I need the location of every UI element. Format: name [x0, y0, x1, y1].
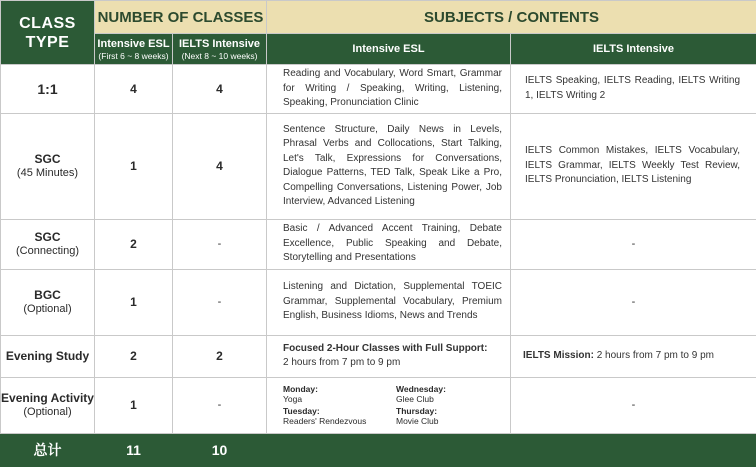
activity-name: Glee Club	[396, 394, 434, 404]
ielts-count-cell: 2	[173, 335, 267, 377]
esl-content-cell	[267, 377, 511, 433]
class-type-header: CLASS TYPE	[1, 1, 95, 65]
activity-item	[283, 384, 396, 404]
number-of-classes-header: NUMBER OF CLASSES	[95, 1, 267, 34]
class-type-label: BGC	[34, 288, 61, 302]
esl-count-cell: 1	[95, 377, 173, 433]
total-spacer	[267, 433, 511, 466]
table-row	[1, 335, 756, 377]
esl-count-cell: 4	[95, 65, 173, 114]
activity-day: Tuesday:	[283, 406, 320, 416]
activity-name: Yoga	[283, 394, 303, 404]
ielts-content-cell: -	[511, 269, 756, 335]
class-type-cell: 1:1	[1, 65, 95, 114]
ielts-count-cell: -	[173, 219, 267, 269]
class-type-cell	[1, 269, 95, 335]
class-type-cell	[1, 219, 95, 269]
ielts-content-cell: IELTS Common Mistakes, IELTS Vocabulary, IELTS Grammar, IELTS Weekly Test Review, IELTS Pronunciation, IELTS Listening	[511, 113, 756, 219]
ielts-intensive-content-header: IELTS Intensive	[511, 34, 756, 65]
activity-day: Wednesday:	[396, 384, 446, 394]
intensive-esl-note: (First 6 ~ 8 weeks)	[98, 50, 169, 61]
class-type-label: SGC	[34, 230, 61, 244]
ielts-content-cell: -	[511, 377, 756, 433]
class-type-label: SGC	[34, 152, 61, 166]
activity-day: Monday:	[283, 384, 318, 394]
esl-content-cell: Listening and Dictation, Supplemental TOEIC Grammar, Supplemental Vocabulary, Premium English, Business Idioms, News and Trends	[267, 269, 511, 335]
ielts-total: 10	[173, 433, 267, 466]
class-type-sub: (Connecting)	[16, 245, 79, 257]
ielts-content-bold: IELTS Mission:	[523, 349, 594, 361]
ielts-count-cell: 4	[173, 65, 267, 114]
ielts-content-cell	[511, 335, 756, 377]
class-type-sub: (Optional)	[23, 406, 72, 418]
esl-content-text: 2 hours from 7 pm to 9 pm	[283, 357, 401, 368]
class-type-cell	[1, 377, 95, 433]
activity-item	[283, 406, 396, 426]
table-row	[1, 65, 756, 114]
esl-count-cell: 2	[95, 219, 173, 269]
activity-item	[396, 384, 496, 404]
ielts-count-cell: -	[173, 377, 267, 433]
total-row	[1, 433, 756, 466]
esl-content-cell: Sentence Structure, Daily News in Levels, Phrasal Verbs and Collocations, Start Talking, Let's Talk, Expressions for Conversations, Dialogue Patterns, TED Talk, Speak Like a Pro, Compelling Conversations, Listening Power, Job Interview, Advanced Listening	[267, 113, 511, 219]
table-row	[1, 377, 756, 433]
total-label: 总计	[1, 433, 95, 466]
ielts-intensive-count-header	[173, 34, 267, 65]
class-type-cell: Evening Study	[1, 335, 95, 377]
activity-grid	[267, 382, 510, 428]
intensive-esl-label: Intensive ESL	[97, 37, 170, 50]
esl-content-cell	[267, 335, 511, 377]
table-row	[1, 219, 756, 269]
subjects-contents-header: SUBJECTS / CONTENTS	[267, 1, 756, 34]
esl-total: 11	[95, 433, 173, 466]
activity-name: Movie Club	[396, 416, 439, 426]
intensive-esl-count-header	[95, 34, 173, 65]
esl-content-bold: Focused 2-Hour Classes with Full Support:	[283, 342, 488, 354]
table-row	[1, 269, 756, 335]
class-type-label: Evening Activity	[1, 391, 94, 405]
esl-count-cell: 2	[95, 335, 173, 377]
ielts-count-cell: -	[173, 269, 267, 335]
activity-name: Readers' Rendezvous	[283, 416, 367, 426]
class-type-cell	[1, 113, 95, 219]
total-spacer	[511, 433, 756, 466]
class-type-sub: (Optional)	[23, 303, 72, 315]
intensive-esl-content-header: Intensive ESL	[267, 34, 511, 65]
ielts-content-cell: IELTS Speaking, IELTS Reading, IELTS Writing 1, IELTS Writing 2	[511, 65, 756, 114]
activity-item	[396, 406, 496, 426]
ielts-intensive-label: IELTS Intensive	[178, 37, 261, 50]
ielts-content-cell: -	[511, 219, 756, 269]
esl-content-cell: Reading and Vocabulary, Word Smart, Grammar for Writing / Speaking, Writing, Listening, Speaking, Pronunciation Clinic	[267, 65, 511, 114]
ielts-content-text: 2 hours from 7 pm to 9 pm	[596, 349, 714, 361]
ielts-count-cell: 4	[173, 113, 267, 219]
activity-day: Thursday:	[396, 406, 438, 416]
table-row	[1, 113, 756, 219]
ielts-intensive-note: (Next 8 ~ 10 weeks)	[181, 50, 258, 61]
class-type-sub: (45 Minutes)	[16, 167, 79, 179]
esl-count-cell: 1	[95, 269, 173, 335]
esl-content-cell: Basic / Advanced Accent Training, Debate Excellence, Public Speaking and Debate, Storytelling and Presentations	[267, 219, 511, 269]
esl-count-cell: 1	[95, 113, 173, 219]
